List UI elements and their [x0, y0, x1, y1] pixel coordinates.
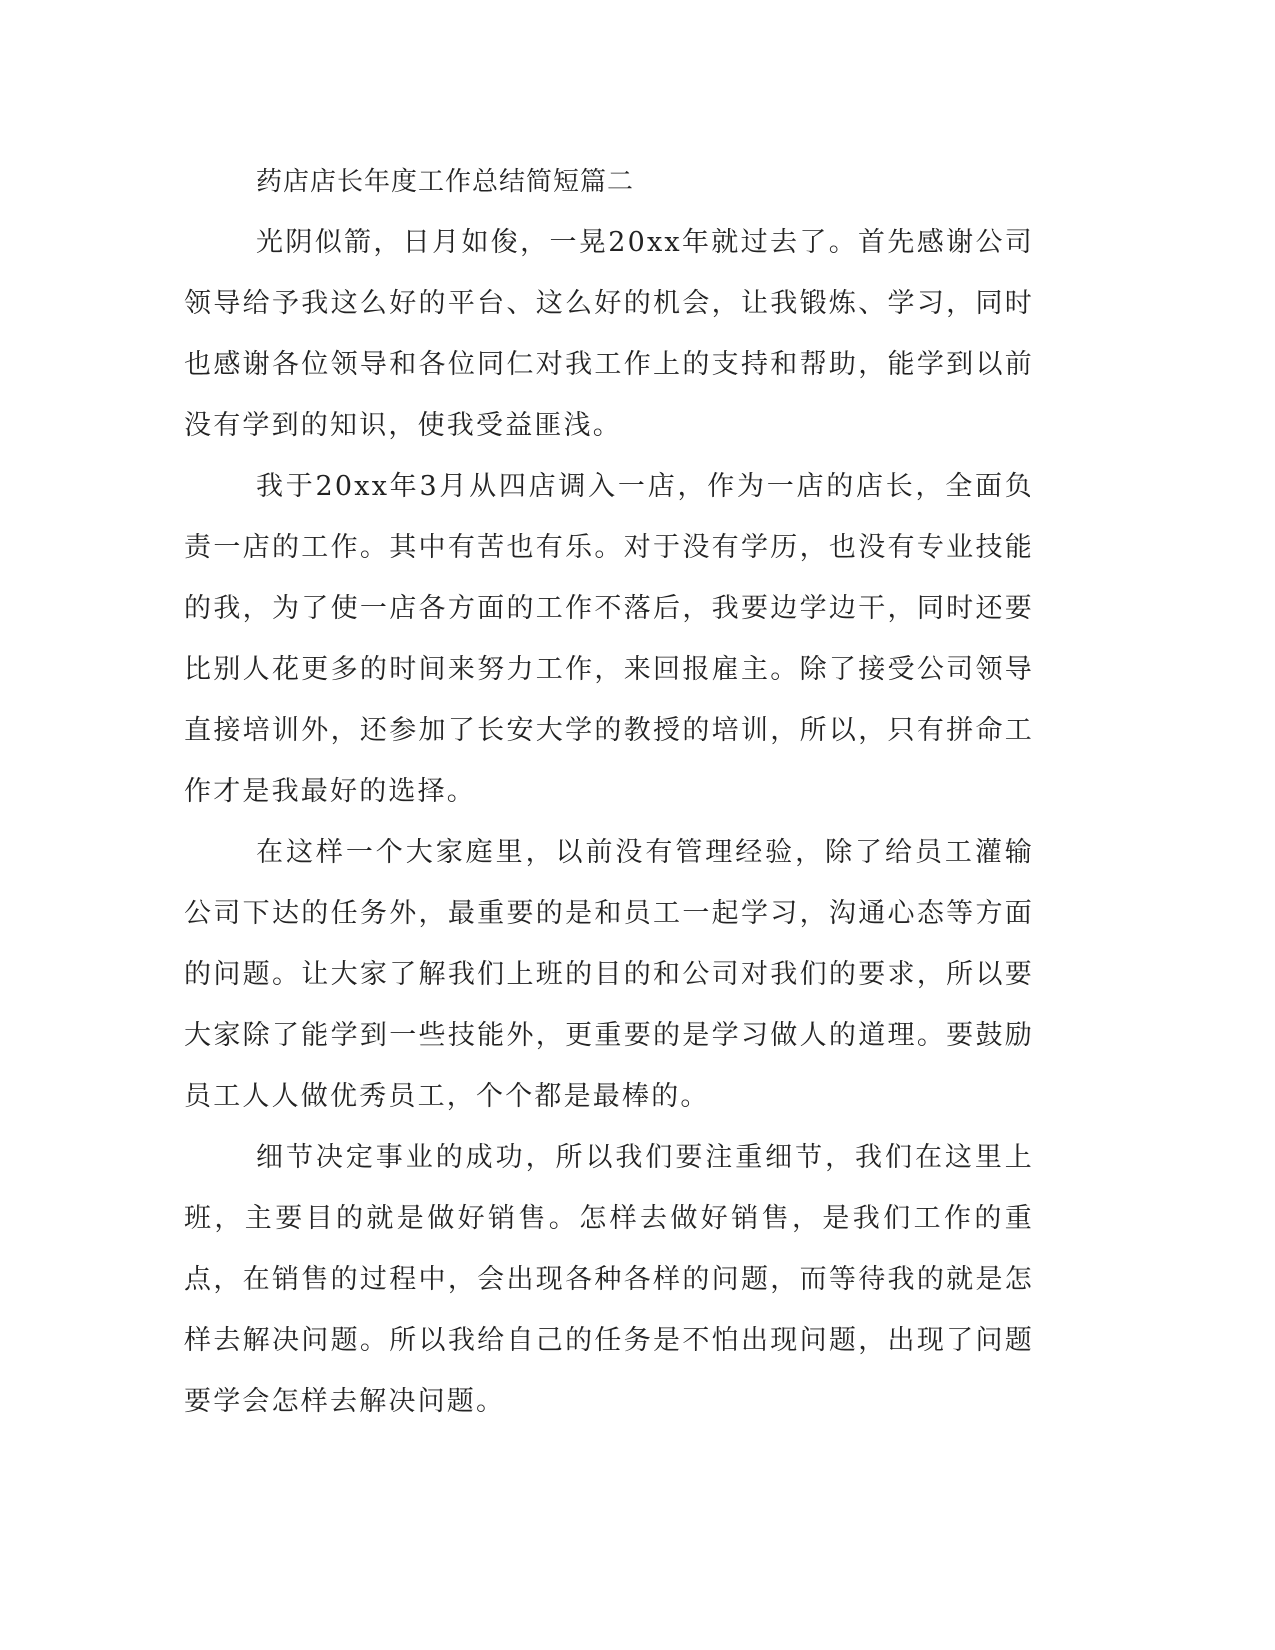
paragraph-4: 细节决定事业的成功，所以我们要注重细节，我们在这里上班，主要目的就是做好销售。怎样去做好销售，是我们工作的重点，在销售的过程中，会出现各种各样的问题，而等待我的就是怎样去解决问题。所以我给自己的任务是不怕出现问题，出现了问题要学会怎样去解决问题。: [184, 1142, 1034, 1417]
paragraph-3: 在这样一个大家庭里，以前没有管理经验，除了给员工灌输公司下达的任务外，最重要的是和员工一起学习，沟通心态等方面的问题。让大家了解我们上班的目的和公司对我们的要求，所以要大家除了能学到一些技能外，更重要的是学习做人的道理。要鼓励员工人人做优秀员工，个个都是最棒的。: [184, 837, 1034, 1112]
paragraph-2: 我于20xx年3月从四店调入一店，作为一店的店长，全面负责一店的工作。其中有苦也有乐。对于没有学历，也没有专业技能的我，为了使一店各方面的工作不落后，我要边学边干，同时还要比别人花更多的时间来努力工作，来回报雇主。除了接受公司领导直接培训外，还参加了长安大学的教授的培训，所以，只有拼命工作才是我最好的选择。: [184, 471, 1034, 807]
document-title: 药店店长年度工作总结简短篇二: [256, 167, 635, 197]
document-body: [184, 160, 1034, 1432]
paragraph-1: 光阴似箭，日月如俊，一晃20xx年就过去了。首先感谢公司领导给予我这么好的平台、这么好的机会，让我锻炼、学习，同时也感谢各位领导和各位同仁对我工作上的支持和帮助，能学到以前没有学到的知识，使我受益匪浅。: [184, 227, 1034, 441]
